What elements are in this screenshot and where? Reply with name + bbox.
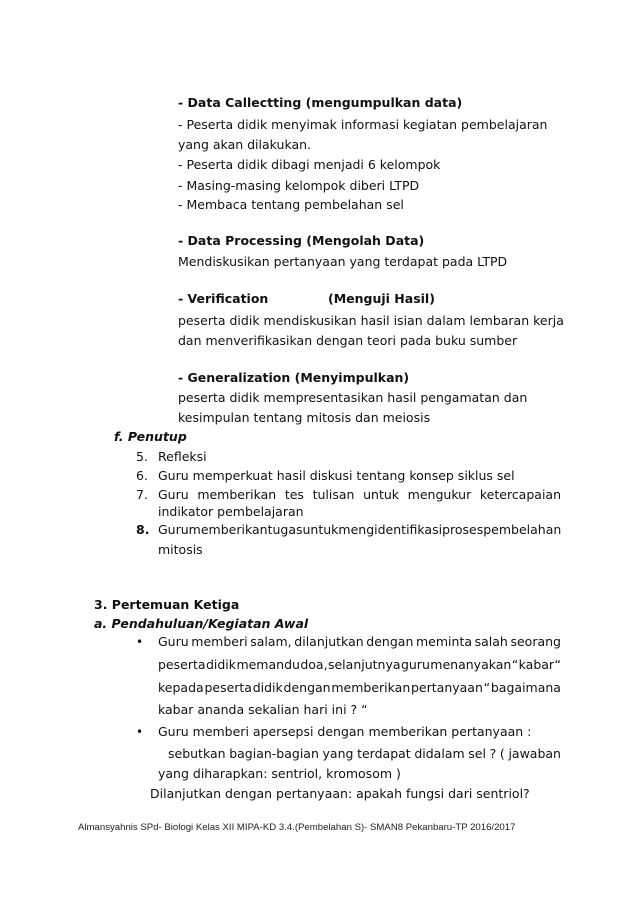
word: pertanyaan (411, 680, 483, 695)
word: ( (499, 746, 505, 761)
generalization-heading: - Generalization (Menyimpulkan) (178, 370, 410, 385)
data-collecting-item-1: - Peserta didik menyimak informasi kegiatan pembelajaran (178, 117, 548, 132)
word: ? (489, 746, 497, 761)
data-collecting-heading: - Data Callectting (mengumpulkan data) (178, 95, 463, 110)
word: “ (511, 657, 519, 672)
bullet-2-line-4: Dilanjutkan dengan pertanyaan: apakah fungsi dari sentriol? (150, 786, 530, 801)
word: kepada (158, 680, 204, 695)
penutup-item-7-line-1 (158, 486, 561, 504)
word: untuk (302, 522, 339, 537)
word: memberikan (197, 487, 277, 502)
penutup-item-7-line-2: indikator pembelajaran (158, 504, 304, 519)
pendahuluan-heading: a. Pendahuluan/Kegiatan Awal (94, 616, 309, 631)
data-collecting-item-4: - Membaca tentang pembelahan sel (178, 197, 404, 212)
data-collecting-item-1-cont: yang akan dilakukan. (178, 137, 312, 152)
word: peserta (158, 657, 206, 672)
bullet-2-line-1: Guru memberi apersepsi dengan memberikan pertanyaan : (158, 724, 532, 739)
word: mengidentifikasi (338, 522, 443, 537)
word: memandu (236, 657, 300, 672)
word: tugas (267, 522, 303, 537)
word: untuk (363, 487, 400, 502)
word: terdapat (357, 746, 411, 761)
verification-line-1: peserta didik mendiskusikan hasil isian dalam lembaran kerja (178, 313, 564, 328)
bullet-2-line-3: yang diharapkan: sentriol, kromosom ) (158, 766, 401, 781)
word: sebutkan (168, 746, 226, 761)
penutup-item-7-number: 7. (136, 487, 148, 502)
penutup-item-5-text: Refleksi (158, 449, 207, 464)
word: salam, (250, 634, 292, 649)
word: didik (205, 657, 237, 672)
word: dengan (366, 634, 414, 649)
word: didik (252, 680, 283, 695)
penutup-item-6-number: 6. (136, 468, 148, 483)
data-processing-heading: - Data Processing (Mengolah Data) (178, 233, 425, 248)
word: kabar (518, 657, 555, 672)
word: ketercapaian (479, 487, 561, 502)
page-footer: Almansyahnis SPd- Biologi Kelas XII MIPA-KD 3.4.(Pembelahan S)- SMAN8 Pekanbaru-TP 2016/2017 (78, 822, 516, 833)
data-processing-text: Mendiskusikan pertanyaan yang terdapat pada LTPD (178, 254, 508, 269)
penutup-item-6-text: Guru memperkuat hasil diskusi tentang konsep siklus sel (158, 468, 515, 483)
word: doa, (300, 657, 328, 672)
word: menanyakan (430, 657, 512, 672)
data-collecting-item-2: - Peserta didik dibagi menjadi 6 kelompok (178, 157, 441, 172)
bullet-icon: • (136, 725, 144, 739)
word: meminta (416, 634, 472, 649)
word: “ (483, 680, 491, 695)
word: tulisan (312, 487, 355, 502)
word: yang (322, 746, 354, 761)
word: tes (284, 487, 304, 502)
data-collecting-item-3: - Masing-masing kelompok diberi LTPD (178, 178, 420, 193)
word: memberi (191, 634, 248, 649)
word: jawaban (508, 746, 561, 761)
word: bagian-bagian (229, 746, 319, 761)
word: didalam (414, 746, 465, 761)
word: bagaimana (490, 680, 561, 695)
verification-line-2: dan menverifikasikan dengan teori pada buku sumber (178, 333, 518, 348)
penutup-heading: f. Penutup (114, 429, 187, 444)
verification-heading-subtitle: (Menguji Hasil) (328, 291, 435, 306)
word: salah (474, 634, 508, 649)
word: Guru (158, 522, 189, 537)
word: peserta (204, 680, 252, 695)
penutup-item-8-line-2: mitosis (158, 542, 203, 557)
word: memberikan (188, 522, 268, 537)
bullet-2-line-2 (168, 745, 561, 763)
generalization-line-1: peserta didik mempresentasikan hasil pengamatan dan (178, 390, 528, 405)
penutup-item-5-number: 5. (136, 449, 148, 464)
word: pembelahan (483, 522, 562, 537)
word: proses (442, 522, 484, 537)
bullet-1-line-1 (158, 633, 561, 651)
penutup-item-8-line-1 (158, 521, 561, 539)
word: Guru (158, 634, 189, 649)
word: guru (400, 657, 430, 672)
penutup-item-8-number: 8. (136, 522, 150, 537)
bullet-1-line-4: kabar ananda sekalian hari ini ? “ (158, 702, 368, 717)
bullet-1-line-2 (158, 656, 561, 674)
bullet-1-line-3 (158, 679, 561, 697)
word: selanjutnya (327, 657, 401, 672)
word: Guru (158, 487, 189, 502)
verification-heading: - Verification (178, 291, 269, 306)
pertemuan-ketiga-heading: 3. Pertemuan Ketiga (94, 597, 240, 612)
word: sel (468, 746, 486, 761)
word: dengan (283, 680, 331, 695)
bullet-icon: • (136, 635, 144, 649)
word: memberikan (331, 680, 411, 695)
word: seorang (510, 634, 561, 649)
word: “ (554, 657, 561, 672)
word: dilanjutkan (294, 634, 364, 649)
word: mengukur (407, 487, 472, 502)
generalization-line-2: kesimpulan tentang mitosis dan meiosis (178, 410, 431, 425)
